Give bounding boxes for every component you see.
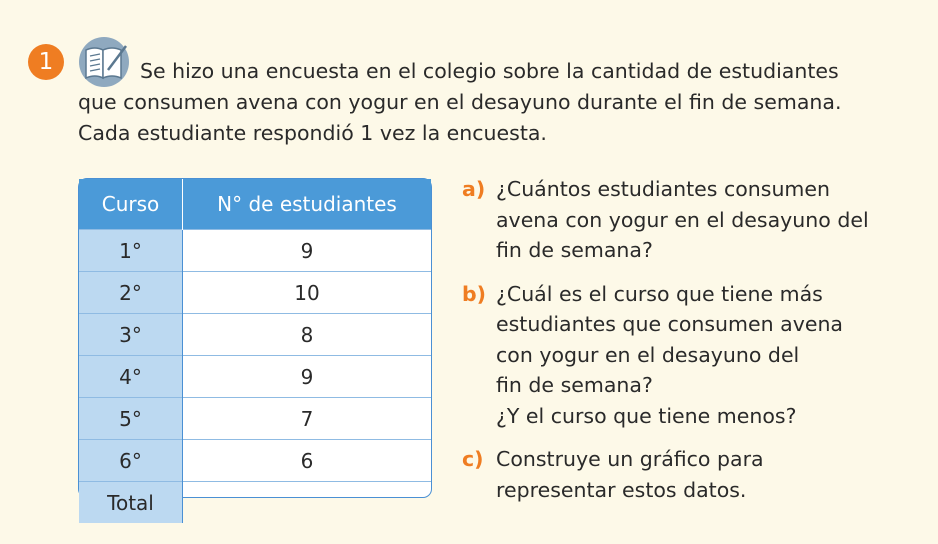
count-cell: 9 bbox=[183, 356, 432, 398]
header-estudiantes: N° de estudiantes bbox=[183, 179, 432, 230]
table-row bbox=[79, 440, 431, 482]
intro-line: Se hizo una encuesta en el colegio sobre la cantidad de estudiantes bbox=[140, 59, 839, 83]
question-line: ¿Y el curso que tiene menos? bbox=[496, 403, 797, 428]
count-cell: 10 bbox=[183, 272, 432, 314]
question-line: fin de semana? bbox=[496, 373, 653, 397]
question-label: a) bbox=[462, 177, 486, 201]
header-curso: Curso bbox=[79, 179, 183, 230]
questions-list bbox=[462, 174, 922, 518]
curso-cell: 4° bbox=[79, 356, 183, 398]
total-input-cell[interactable] bbox=[183, 482, 432, 524]
count-cell: 8 bbox=[183, 314, 432, 356]
table-row bbox=[79, 230, 431, 272]
curso-cell: 6° bbox=[79, 440, 183, 482]
exercise-intro bbox=[78, 56, 878, 149]
exercise-number-badge: 1 bbox=[28, 44, 64, 80]
intro-line: que consumen avena con yogur en el desayuno durante el fin de semana. bbox=[78, 90, 842, 114]
curso-cell: 1° bbox=[79, 230, 183, 272]
count-cell: 6 bbox=[183, 440, 432, 482]
count-cell: 7 bbox=[183, 398, 432, 440]
question-line: ¿Cuál es el curso que tiene más bbox=[496, 281, 823, 306]
question-a bbox=[462, 174, 922, 266]
count-cell: 9 bbox=[183, 230, 432, 272]
question-line: representar estos datos. bbox=[496, 477, 747, 502]
total-label-cell: Total bbox=[79, 482, 183, 524]
table-row bbox=[79, 356, 431, 398]
question-b bbox=[462, 279, 922, 432]
question-c bbox=[462, 444, 922, 505]
question-line: avena con yogur en el desayuno del bbox=[496, 207, 869, 232]
question-line: estudiantes que consumen avena bbox=[496, 312, 843, 336]
question-line: Construye un gráfico para bbox=[496, 447, 764, 471]
question-line: fin de semana? bbox=[496, 238, 653, 262]
total-row bbox=[79, 482, 431, 524]
question-line: ¿Cuántos estudiantes consumen bbox=[496, 177, 831, 201]
curso-cell: 3° bbox=[79, 314, 183, 356]
curso-cell: 2° bbox=[79, 272, 183, 314]
curso-cell: 5° bbox=[79, 398, 183, 440]
table-row bbox=[79, 314, 431, 356]
students-table bbox=[78, 178, 432, 515]
question-label: c) bbox=[462, 447, 484, 471]
question-line: con yogur en el desayuno del bbox=[496, 342, 800, 367]
intro-line: Cada estudiante respondió 1 vez la encuesta. bbox=[78, 121, 547, 145]
table-row bbox=[79, 272, 431, 314]
table-row bbox=[79, 398, 431, 440]
question-label: b) bbox=[462, 281, 487, 306]
